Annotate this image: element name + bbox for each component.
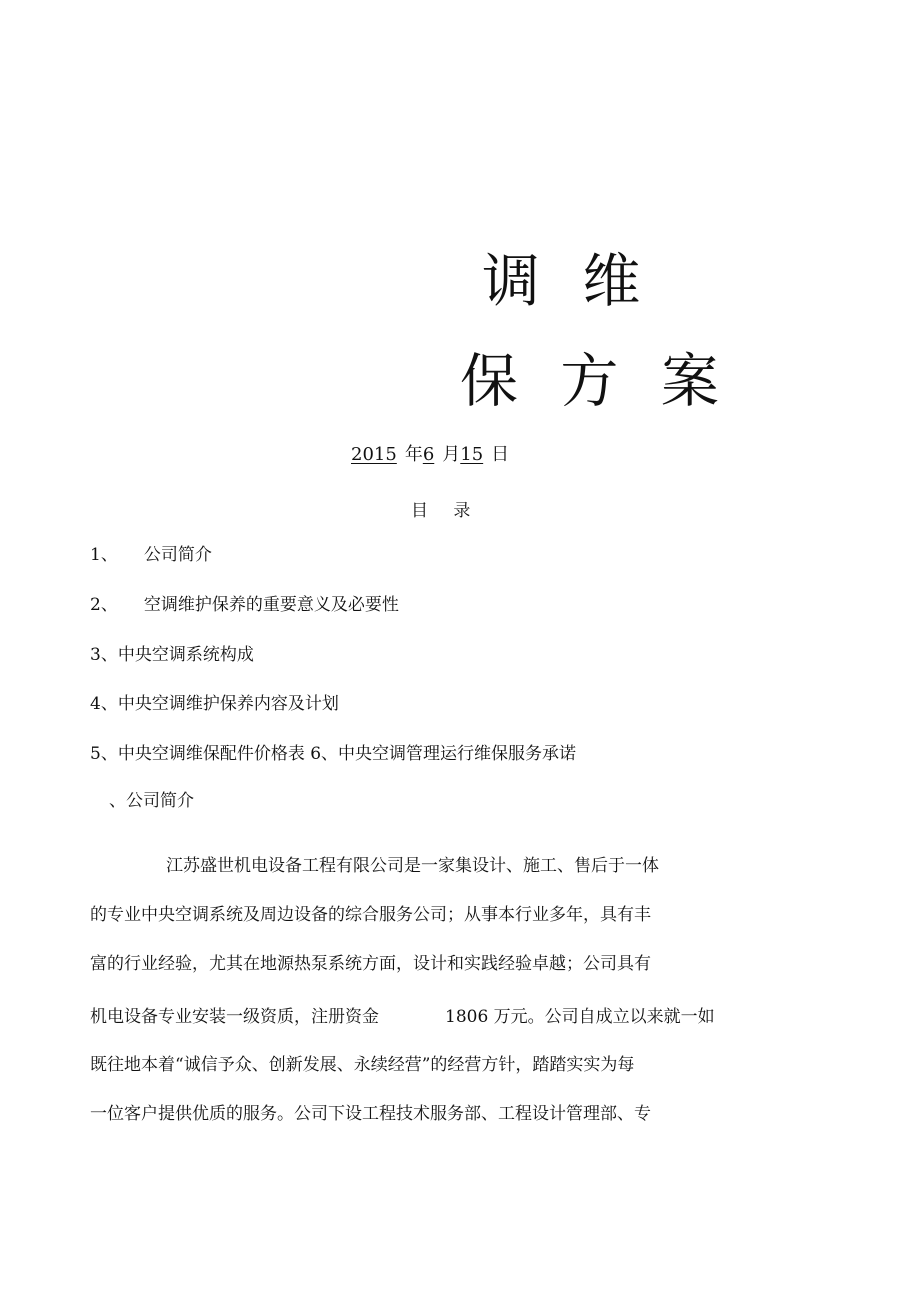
paragraph-line: 的专业中央空调系统及周边设备的综合服务公司；从事本行业多年，具有丰 [90, 905, 651, 925]
paragraph-line [90, 855, 659, 877]
toc-item-number: 5、 [90, 744, 118, 764]
toc-item-number: 1、 [90, 545, 118, 565]
paragraph-text: 江苏盛世机电设备工程有限公司是一家集设计、施工、售后于一体 [166, 856, 659, 876]
toc-item-number: 4、 [90, 694, 118, 714]
section-heading: 、公司简介 [109, 791, 194, 811]
paragraph-line: 富的行业经验，尤其在地源热泵系统方面，设计和实践经验卓越；公司具有 [90, 954, 651, 974]
toc-item-number: 2、 [90, 595, 118, 615]
toc-item [90, 743, 576, 765]
paragraph-line [90, 1006, 715, 1028]
paragraph-text: 1806 万元。公司自成立以来就一如 [445, 1007, 715, 1027]
document-title-line-1: 调 维 [482, 247, 653, 315]
document-title-line-2: 保 方 案 [460, 347, 731, 415]
date-year-suffix: 年 [404, 444, 423, 465]
toc-item-label: 中央空调系统构成 [117, 645, 254, 665]
date-month-suffix: 月 [442, 444, 461, 465]
toc-item-number: 3、 [90, 645, 118, 665]
toc-item-label: 中央空调维护保养内容及计划 [117, 694, 339, 714]
toc-item-label: 公司简介 [143, 545, 212, 565]
toc-heading: 目 录 [411, 501, 481, 521]
date-month: 6 [422, 444, 435, 465]
paragraph-text: 机电设备专业安装一级资质，注册资金 [90, 1007, 379, 1027]
toc-item [90, 594, 399, 616]
document-date [351, 444, 509, 466]
toc-item [90, 693, 339, 715]
toc-item-label: 空调维护保养的重要意义及必要性 [143, 595, 399, 615]
toc-item [90, 644, 254, 666]
paragraph-line: 既往地本着“诚信予众、创新发展、永续经营”的经营方针，踏踏实实为每 [90, 1055, 635, 1075]
toc-item-label: 中央空调维保配件价格表 6、中央空调管理运行维保服务承诺 [117, 744, 577, 764]
toc-item [90, 544, 212, 566]
date-day: 15 [460, 444, 484, 465]
paragraph-line: 一位客户提供优质的服务。公司下设工程技术服务部、工程设计管理部、专 [90, 1104, 651, 1124]
date-day-suffix: 日 [491, 444, 510, 465]
date-year: 2015 [351, 444, 397, 465]
